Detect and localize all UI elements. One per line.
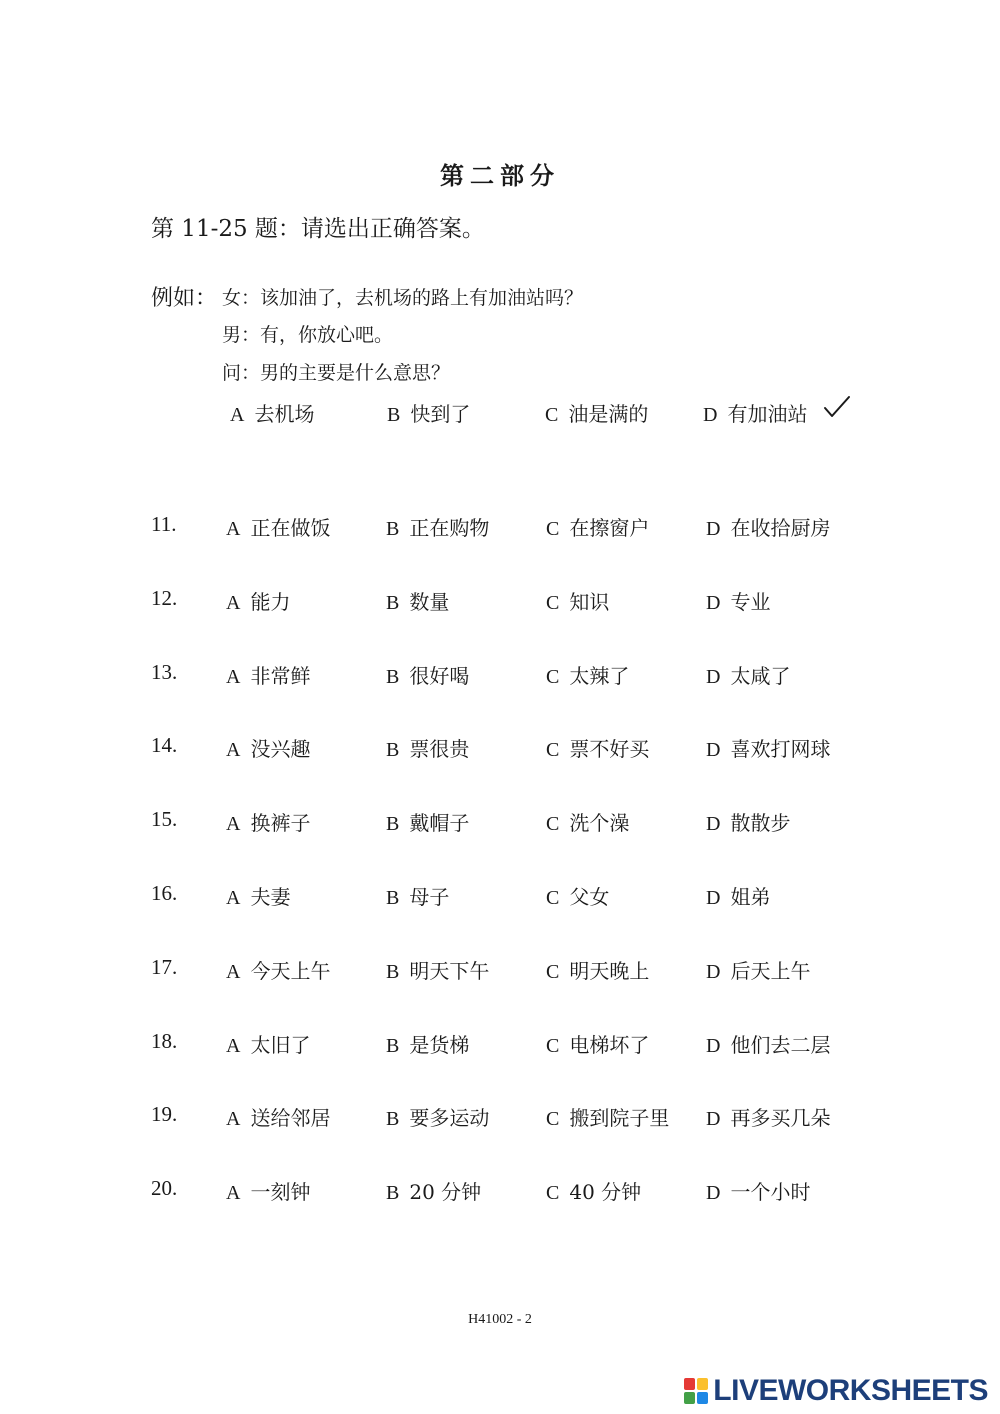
option-text: 在擦窗户 — [569, 516, 650, 540]
option-letter: B — [386, 518, 400, 540]
option-letter: D — [703, 404, 718, 426]
option-letter: A — [226, 739, 241, 761]
option-letter: D — [706, 518, 721, 540]
option-text: 他们去二层 — [730, 1033, 831, 1057]
question-number: 18. — [151, 1029, 178, 1053]
question-number: 13. — [151, 660, 178, 684]
option-letter: D — [706, 666, 721, 688]
answer-option-b[interactable] — [386, 586, 449, 615]
answer-option-c[interactable] — [546, 733, 649, 762]
option-text: 能力 — [250, 590, 291, 614]
option-letter: A — [226, 1035, 241, 1057]
question-number: 16. — [151, 881, 178, 905]
option-letter: C — [546, 739, 560, 761]
question-number: 19. — [151, 1102, 178, 1126]
answer-option-b[interactable] — [386, 733, 469, 762]
answer-option-a[interactable] — [226, 881, 290, 910]
answer-option-a[interactable] — [226, 807, 310, 836]
question-row — [0, 1029, 1000, 1065]
question-row — [0, 955, 1000, 991]
option-text: 票不好买 — [569, 737, 650, 761]
answer-option-a[interactable] — [226, 1102, 330, 1131]
option-letter: B — [386, 739, 400, 761]
option-letter: D — [706, 1035, 721, 1057]
option-text: 母子 — [409, 885, 450, 909]
option-letter: D — [706, 1108, 721, 1130]
option-text: 正在购物 — [409, 516, 490, 540]
example-option-b — [387, 398, 470, 427]
answer-option-b[interactable] — [386, 512, 489, 541]
option-letter: A — [226, 1108, 241, 1130]
example-dialog-woman: 女：该加油了，去机场的路上有加油站吗？ — [222, 287, 584, 309]
answer-option-a[interactable] — [226, 512, 330, 541]
question-row — [0, 512, 1000, 548]
answer-option-d[interactable] — [706, 1029, 830, 1058]
option-text: 喜欢打网球 — [730, 737, 831, 761]
answer-option-d[interactable] — [706, 512, 830, 541]
question-number: 11. — [151, 512, 177, 536]
question-row — [0, 733, 1000, 769]
option-text: 再多买几朵 — [730, 1106, 831, 1130]
option-text: 一刻钟 — [250, 1180, 311, 1204]
option-text: 明天下午 — [409, 959, 490, 983]
option-text: 20 分钟 — [409, 1180, 482, 1204]
option-text: 没兴趣 — [250, 737, 311, 761]
option-letter: C — [546, 813, 560, 835]
option-letter: B — [386, 813, 400, 835]
answer-option-d[interactable] — [706, 881, 770, 910]
answer-option-b[interactable] — [386, 660, 469, 689]
answer-check-icon — [822, 394, 852, 420]
answer-option-d[interactable] — [706, 660, 790, 689]
option-text: 有加油站 — [727, 402, 808, 426]
option-letter: A — [226, 813, 241, 835]
answer-option-c[interactable] — [546, 1176, 641, 1205]
option-letter: A — [230, 404, 245, 426]
answer-option-d[interactable] — [706, 733, 830, 762]
option-text: 要多运动 — [409, 1106, 490, 1130]
question-row — [0, 1176, 1000, 1212]
option-text: 夫妻 — [250, 885, 291, 909]
option-letter: A — [226, 961, 241, 983]
option-text: 一个小时 — [730, 1180, 811, 1204]
option-text: 40 分钟 — [569, 1180, 642, 1204]
section-title: 第二部分 — [440, 161, 560, 190]
option-text: 非常鲜 — [250, 664, 311, 688]
answer-option-d[interactable] — [706, 1176, 810, 1205]
question-number: 20. — [151, 1176, 178, 1200]
option-text: 电梯坏了 — [569, 1033, 650, 1057]
option-letter: D — [706, 1182, 721, 1204]
option-letter: B — [386, 961, 400, 983]
answer-option-a[interactable] — [226, 733, 310, 762]
answer-option-c[interactable] — [546, 660, 629, 689]
option-text: 是货梯 — [409, 1033, 470, 1057]
option-text: 洗个澡 — [569, 811, 630, 835]
option-text: 戴帽子 — [409, 811, 470, 835]
option-text: 送给邻居 — [250, 1106, 331, 1130]
option-letter: C — [546, 887, 560, 909]
option-text: 太辣了 — [569, 664, 630, 688]
option-letter: D — [706, 739, 721, 761]
option-text: 姐弟 — [730, 885, 771, 909]
option-letter: B — [386, 887, 400, 909]
answer-option-a[interactable] — [226, 1176, 310, 1205]
option-text: 快到了 — [410, 402, 471, 426]
option-text: 太旧了 — [250, 1033, 311, 1057]
option-letter: C — [545, 404, 559, 426]
option-text: 搬到院子里 — [569, 1106, 670, 1130]
option-letter: A — [226, 887, 241, 909]
question-number: 12. — [151, 586, 178, 610]
answer-option-b[interactable] — [386, 1029, 469, 1058]
option-text: 去机场 — [254, 402, 315, 426]
option-letter: D — [706, 961, 721, 983]
answer-option-d[interactable] — [706, 1102, 830, 1131]
page-footer-code: H41002 - 2 — [468, 1312, 532, 1327]
example-option-a — [230, 398, 314, 427]
option-letter: C — [546, 666, 560, 688]
option-text: 在收拾厨房 — [730, 516, 831, 540]
option-text: 今天上午 — [250, 959, 331, 983]
option-letter: B — [387, 404, 401, 426]
option-text: 正在做饭 — [250, 516, 331, 540]
option-text: 散散步 — [730, 811, 791, 835]
option-text: 明天晚上 — [569, 959, 650, 983]
option-letter: C — [546, 1182, 560, 1204]
option-letter: A — [226, 1182, 241, 1204]
answer-option-b[interactable] — [386, 1102, 489, 1131]
option-letter: D — [706, 592, 721, 614]
example-question: 问：男的主要是什么意思？ — [222, 362, 451, 384]
option-text: 太咸了 — [730, 664, 791, 688]
option-letter: C — [546, 1108, 560, 1130]
option-letter: B — [386, 1182, 400, 1204]
answer-option-d[interactable] — [706, 807, 790, 836]
option-text: 专业 — [730, 590, 771, 614]
answer-option-c[interactable] — [546, 881, 609, 910]
option-text: 换裤子 — [250, 811, 311, 835]
option-text: 知识 — [569, 590, 610, 614]
option-text: 票很贵 — [409, 737, 470, 761]
answer-option-c[interactable] — [546, 586, 609, 615]
question-number: 15. — [151, 807, 178, 831]
answer-option-c[interactable] — [546, 955, 649, 984]
option-letter: C — [546, 592, 560, 614]
answer-option-a[interactable] — [226, 1029, 310, 1058]
answer-option-d[interactable] — [706, 955, 810, 984]
question-row — [0, 807, 1000, 843]
answer-option-c[interactable] — [546, 1102, 669, 1131]
instruction-text: 第 11-25 题：请选出正确答案。 — [151, 216, 485, 242]
answer-option-d[interactable] — [706, 586, 770, 615]
answer-option-a[interactable] — [226, 660, 310, 689]
option-letter: D — [706, 813, 721, 835]
option-letter: D — [706, 887, 721, 909]
option-letter: B — [386, 1035, 400, 1057]
option-letter: A — [226, 592, 241, 614]
option-letter: B — [386, 592, 400, 614]
question-row — [0, 881, 1000, 917]
answer-option-b[interactable] — [386, 1176, 481, 1205]
example-option-d — [703, 398, 807, 427]
option-text: 很好喝 — [409, 664, 470, 688]
answer-option-a[interactable] — [226, 955, 330, 984]
option-text: 父女 — [569, 885, 610, 909]
question-number: 17. — [151, 955, 178, 979]
example-label: 例如： — [151, 286, 218, 311]
answer-option-c[interactable] — [546, 1029, 649, 1058]
answer-option-b[interactable] — [386, 807, 469, 836]
option-text: 后天上午 — [730, 959, 811, 983]
answer-option-b[interactable] — [386, 955, 489, 984]
option-letter: C — [546, 518, 560, 540]
question-row — [0, 586, 1000, 622]
option-text: 数量 — [409, 590, 450, 614]
question-row — [0, 660, 1000, 696]
option-text: 油是满的 — [568, 402, 649, 426]
liveworksheets-logo-icon — [683, 1377, 709, 1405]
option-letter: B — [386, 666, 400, 688]
liveworksheets-brand[interactable] — [683, 1374, 988, 1408]
option-letter: C — [546, 961, 560, 983]
answer-option-c[interactable] — [546, 807, 629, 836]
example-dialog-man: 男：有，你放心吧。 — [222, 324, 394, 346]
option-letter: B — [386, 1108, 400, 1130]
answer-option-b[interactable] — [386, 881, 449, 910]
option-letter: A — [226, 666, 241, 688]
option-letter: A — [226, 518, 241, 540]
question-number: 14. — [151, 733, 178, 757]
option-letter: C — [546, 1035, 560, 1057]
brand-name: LIVEWORKSHEETS — [713, 1374, 988, 1407]
question-row — [0, 1102, 1000, 1138]
example-option-c — [545, 398, 648, 427]
answer-option-a[interactable] — [226, 586, 290, 615]
answer-option-c[interactable] — [546, 512, 649, 541]
